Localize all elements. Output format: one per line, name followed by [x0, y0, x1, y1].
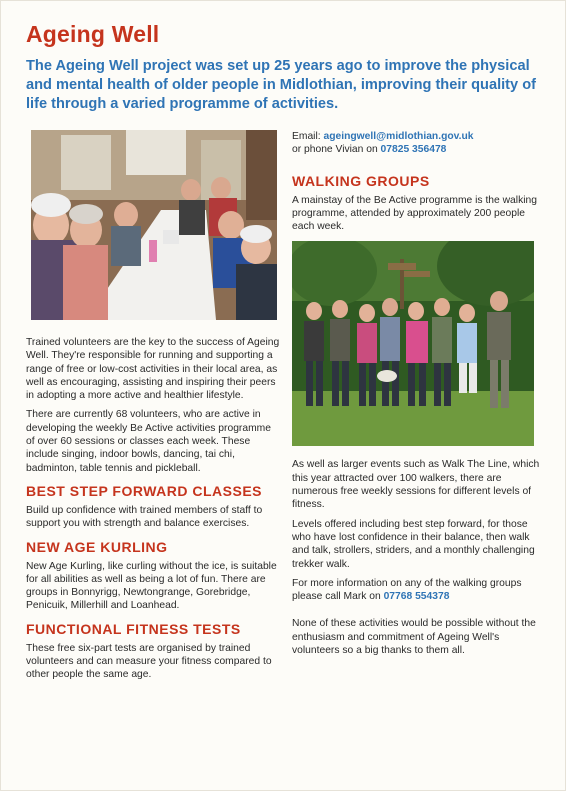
levels-paragraph: Levels offered including best step forward, for those who have lost confidence in their balance, then walk and talk, strollers, striders, and a monthly challenging trekker walk.	[292, 518, 535, 570]
email-link[interactable]: ageingwell@midlothian.gov.uk	[323, 131, 474, 142]
activities-paragraph: There are currently 68 volunteers, who are active in developing the weekly Be Active activities programme of over 60 sessions or classes each week. These include singing, indoor bowls, dancing, tai chi, badminton, table tennis and pickleball.	[26, 409, 271, 474]
best-step-forward-paragraph: Build up confidence with trained members of staff to support you with strength and balance exercises.	[26, 504, 263, 530]
new-age-kurling-heading: NEW AGE KURLING	[26, 538, 168, 555]
more-info-text: For more information on any of the walking groups please call Mark on	[292, 577, 522, 603]
functional-fitness-heading: FUNCTIONAL FITNESS TESTS	[26, 620, 241, 637]
functional-fitness-paragraph: These free six-part tests are organised by trained volunteers and can measure your fitness compared to other people the same age.	[26, 642, 272, 681]
walking-group-photo	[292, 241, 534, 446]
email-label: Email:	[292, 131, 324, 142]
more-info-paragraph	[292, 577, 544, 604]
walking-intro-paragraph: A mainstay of the Be Active programme is the walking programme, attended by approximately 200 people each week.	[292, 194, 537, 233]
thanks-paragraph: None of these activities would be possible without the enthusiasm and commitment of Ageing Well's volunteers so a big thanks to them all.	[292, 618, 536, 657]
cafe-group-photo	[31, 130, 277, 320]
left-column	[26, 130, 281, 688]
phone-number[interactable]: 07825 356478	[380, 144, 447, 156]
volunteers-paragraph: Trained volunteers are the key to the success of Ageing Well. They're responsible for running and supporting a range of free or low-cost activities in their local area, as well as encouraging, assisting and inspiring their peers in adopting a more active and healthier lifestyle.	[26, 337, 280, 402]
phone-label: or phone Vivian on	[292, 144, 381, 156]
mark-phone-number[interactable]: 07768 554378	[383, 591, 450, 603]
best-step-forward-heading: BEST STEP FORWARD CLASSES	[26, 482, 263, 499]
right-column	[292, 130, 544, 663]
walk-the-line-paragraph: As well as larger events such as Walk The Line, which this year attracted over 100 walkers, there are numerous free weekly sessions for different levels of fitness.	[292, 459, 540, 511]
walking-groups-heading: WALKING GROUPS	[292, 172, 430, 189]
intro-text: The Ageing Well project was set up 25 years ago to improve the physical and mental health of older people in Midlothian, improving their quality of life through a varied programme of activities.	[26, 58, 536, 112]
new-age-kurling-paragraph: New Age Kurling, like curling without the ice, is suitable for all abilities as well as being a lot of fun. There are groups in Bonnyrigg, Newtongrange, Gorebridge, Penicuik, Millerhill and Loanhead.	[26, 560, 277, 612]
page-title: Ageing Well	[26, 21, 160, 47]
contact-block	[292, 130, 544, 157]
